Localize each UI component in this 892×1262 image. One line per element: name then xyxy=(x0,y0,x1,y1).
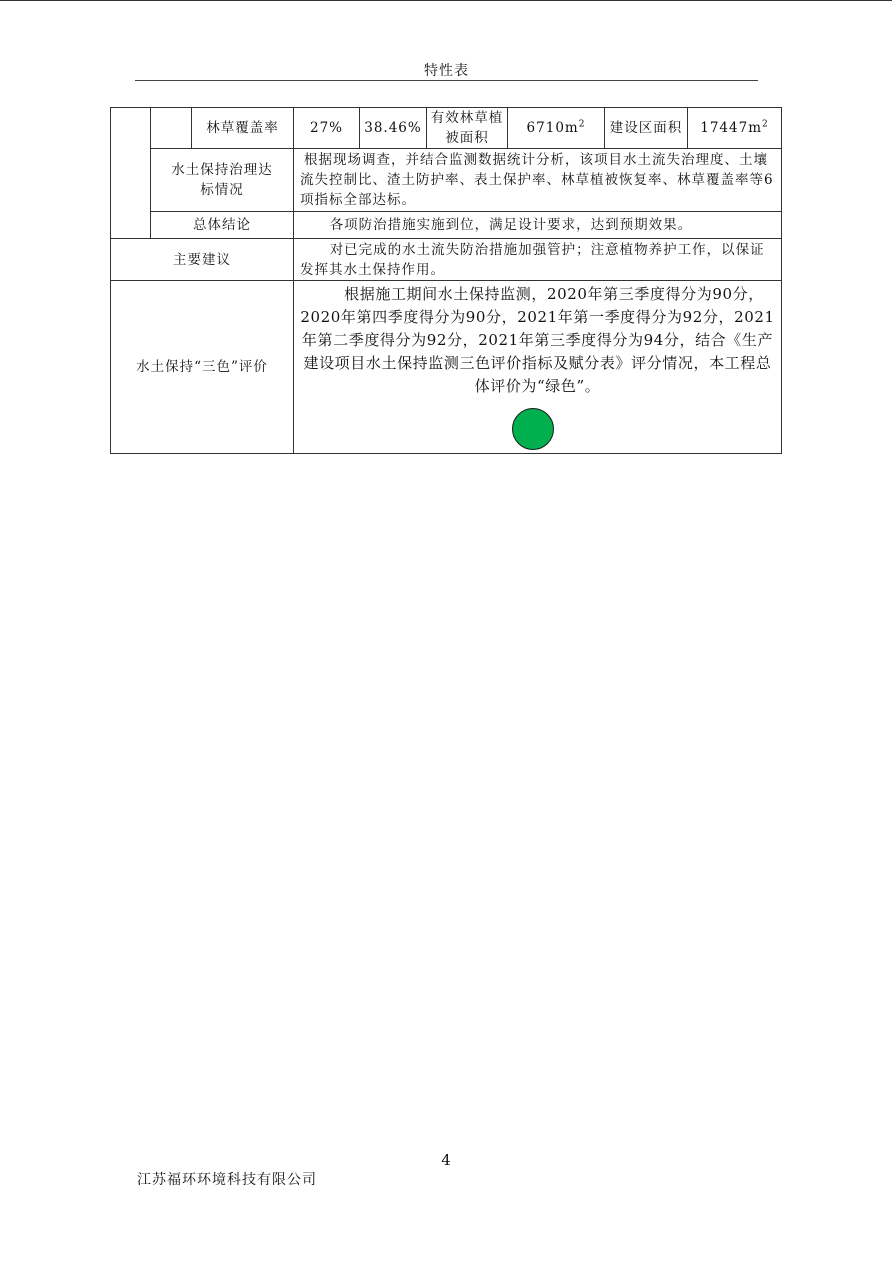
three-color-label: 水土保持“三色”评价 xyxy=(110,280,294,454)
conclusion-paragraph: 各项防治措施实施到位，满足设计要求，达到预期效果。 xyxy=(329,217,693,233)
subgroup-cell xyxy=(150,107,192,149)
effective-area-label: 有效林草植被面积 xyxy=(426,107,508,149)
construction-area-label: 建设区面积 xyxy=(604,107,688,149)
suggestion-text xyxy=(293,238,782,281)
compliance-text xyxy=(293,148,782,212)
effective-area-value xyxy=(507,107,605,149)
construction-area-value xyxy=(687,107,782,149)
suggestion-label: 主要建议 xyxy=(110,238,294,281)
conclusion-label: 总体结论 xyxy=(150,211,294,239)
effective-area-number: 6710m xyxy=(526,120,579,136)
coverage-target: 27% xyxy=(293,107,360,149)
characteristics-table xyxy=(110,107,782,454)
compliance-label: 水土保持治理达标情况 xyxy=(150,148,294,212)
construction-area-exponent: 2 xyxy=(762,119,769,130)
coverage-actual: 38.46% xyxy=(359,107,427,149)
top-border xyxy=(0,0,892,1)
coverage-label: 林草覆盖率 xyxy=(191,107,294,149)
green-rating-indicator xyxy=(512,408,554,450)
header-rule xyxy=(135,80,758,81)
group-column-cell xyxy=(110,107,151,239)
effective-area-exponent: 2 xyxy=(578,119,586,130)
suggestion-paragraph: 对已完成的水土流失防治措施加强管护；注意植物养护工作，以保证发挥其水土保持作用。 xyxy=(300,241,765,278)
three-color-paragraph: 根据施工期间水土保持监测，2020年第三季度得分为90分，2020年第四季度得分为90分，2021年第一季度得分为92分，2021年第二季度得分为92分，2021年第三季度得分为94分，结合《生产建设项目水土保持监测三色评价指标及赋分表》评分情况，本工程总体评价为“绿色”。 xyxy=(300,285,775,395)
page-header-title: 特性表 xyxy=(424,63,469,79)
page-number: 4 xyxy=(441,1151,451,1169)
construction-area-number: 17447m xyxy=(700,120,762,136)
compliance-paragraph: 根据现场调查，并结合监测数据统计分析，该项目水土流失治理度、土壤流失控制比、渣土防护率、表土保护率、林草植被恢复率、林草覆盖率等6项指标全部达标。 xyxy=(300,152,774,208)
company-name: 江苏福环环境科技有限公司 xyxy=(137,1172,317,1188)
conclusion-text xyxy=(293,211,782,239)
